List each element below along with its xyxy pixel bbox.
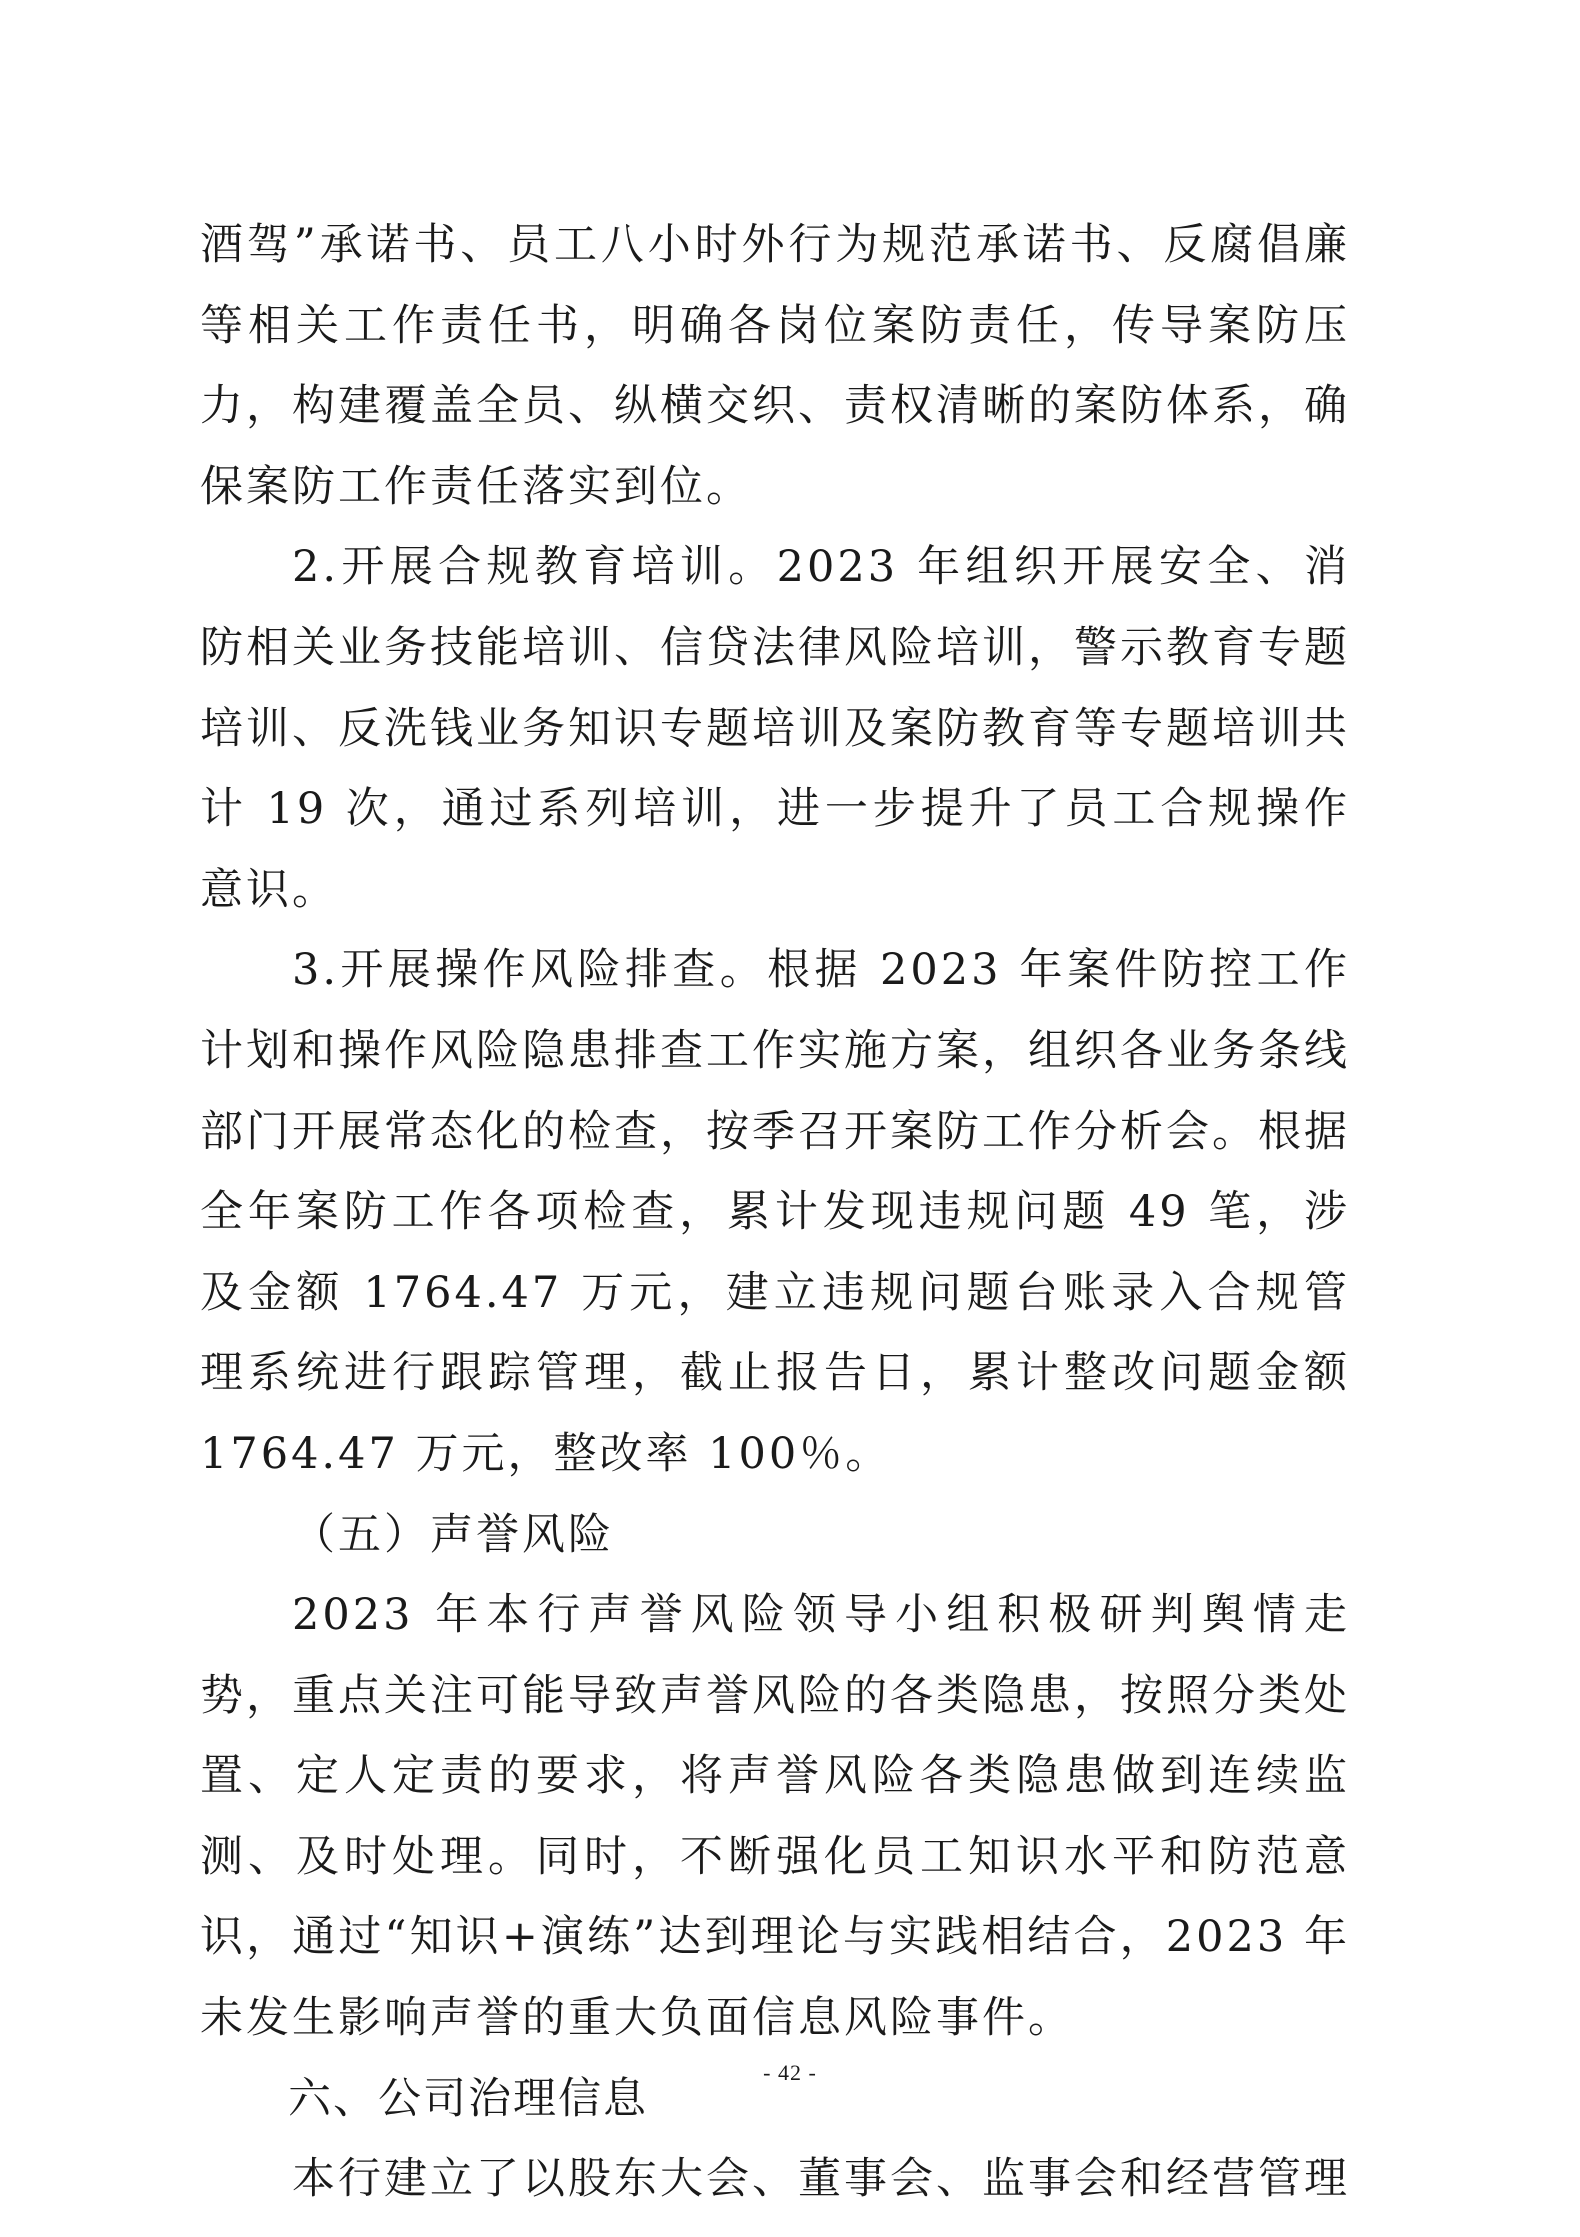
paragraph-case-prevention-responsibility: 酒驾”承诺书、员工八小时外行为规范承诺书、反腐倡廉等相关工作责任书，明确各岗位案防责任，传导案防压力，构建覆盖全员、纵横交织、责权清晰的案防体系，确保案防工作责任落实到位。 — [200, 220, 1350, 512]
page-number: - 42 - — [763, 2060, 817, 2085]
paragraph-compliance-training: 2.开展合规教育培训。2023 年组织开展安全、消防相关业务技能培训、信贷法律风险培训，警示教育专题培训、反洗钱业务知识专题培训及案防教育等专题培训共计 19 次，通过系列培训，进一步提升了员工合规操作意识。 — [200, 542, 1350, 915]
paragraph-operational-risk-check: 3.开展操作风险排查。根据 2023 年案件防控工作计划和操作风险隐患排查工作实施方案，组织各业务条线部门开展常态化的检查，按季召开案防工作分析会。根据全年案防工作各项检查，累计发现违规问题 49 笔，涉及金额 1764.47 万元，建立违规问题台账录入合规管理系统进行跟踪管理，截止报告日，累计整改问题金额 1764.47 万元，整改率 100％。 — [200, 945, 1350, 1479]
paragraph-reputation-risk: 2023 年本行声誉风险领导小组积极研判舆情走势，重点关注可能导致声誉风险的各类隐患，按照分类处置、定人定责的要求，将声誉风险各类隐患做到连续监测、及时处理。同时，不断强化员工知识水平和防范意识，通过“知识+演练”达到理论与实践相结合，2023 年未发生影响声誉的重大负面信息风险事件。 — [200, 1590, 1350, 2044]
heading-reputation-risk: （五）声誉风险 — [292, 1509, 614, 1560]
document-body — [200, 205, 1350, 2220]
heading-corporate-governance: 六、公司治理信息 — [288, 2073, 648, 2124]
paragraph-corporate-governance: 本行建立了以股东大会、董事会、监事会和经营管理 — [292, 2154, 1350, 2205]
